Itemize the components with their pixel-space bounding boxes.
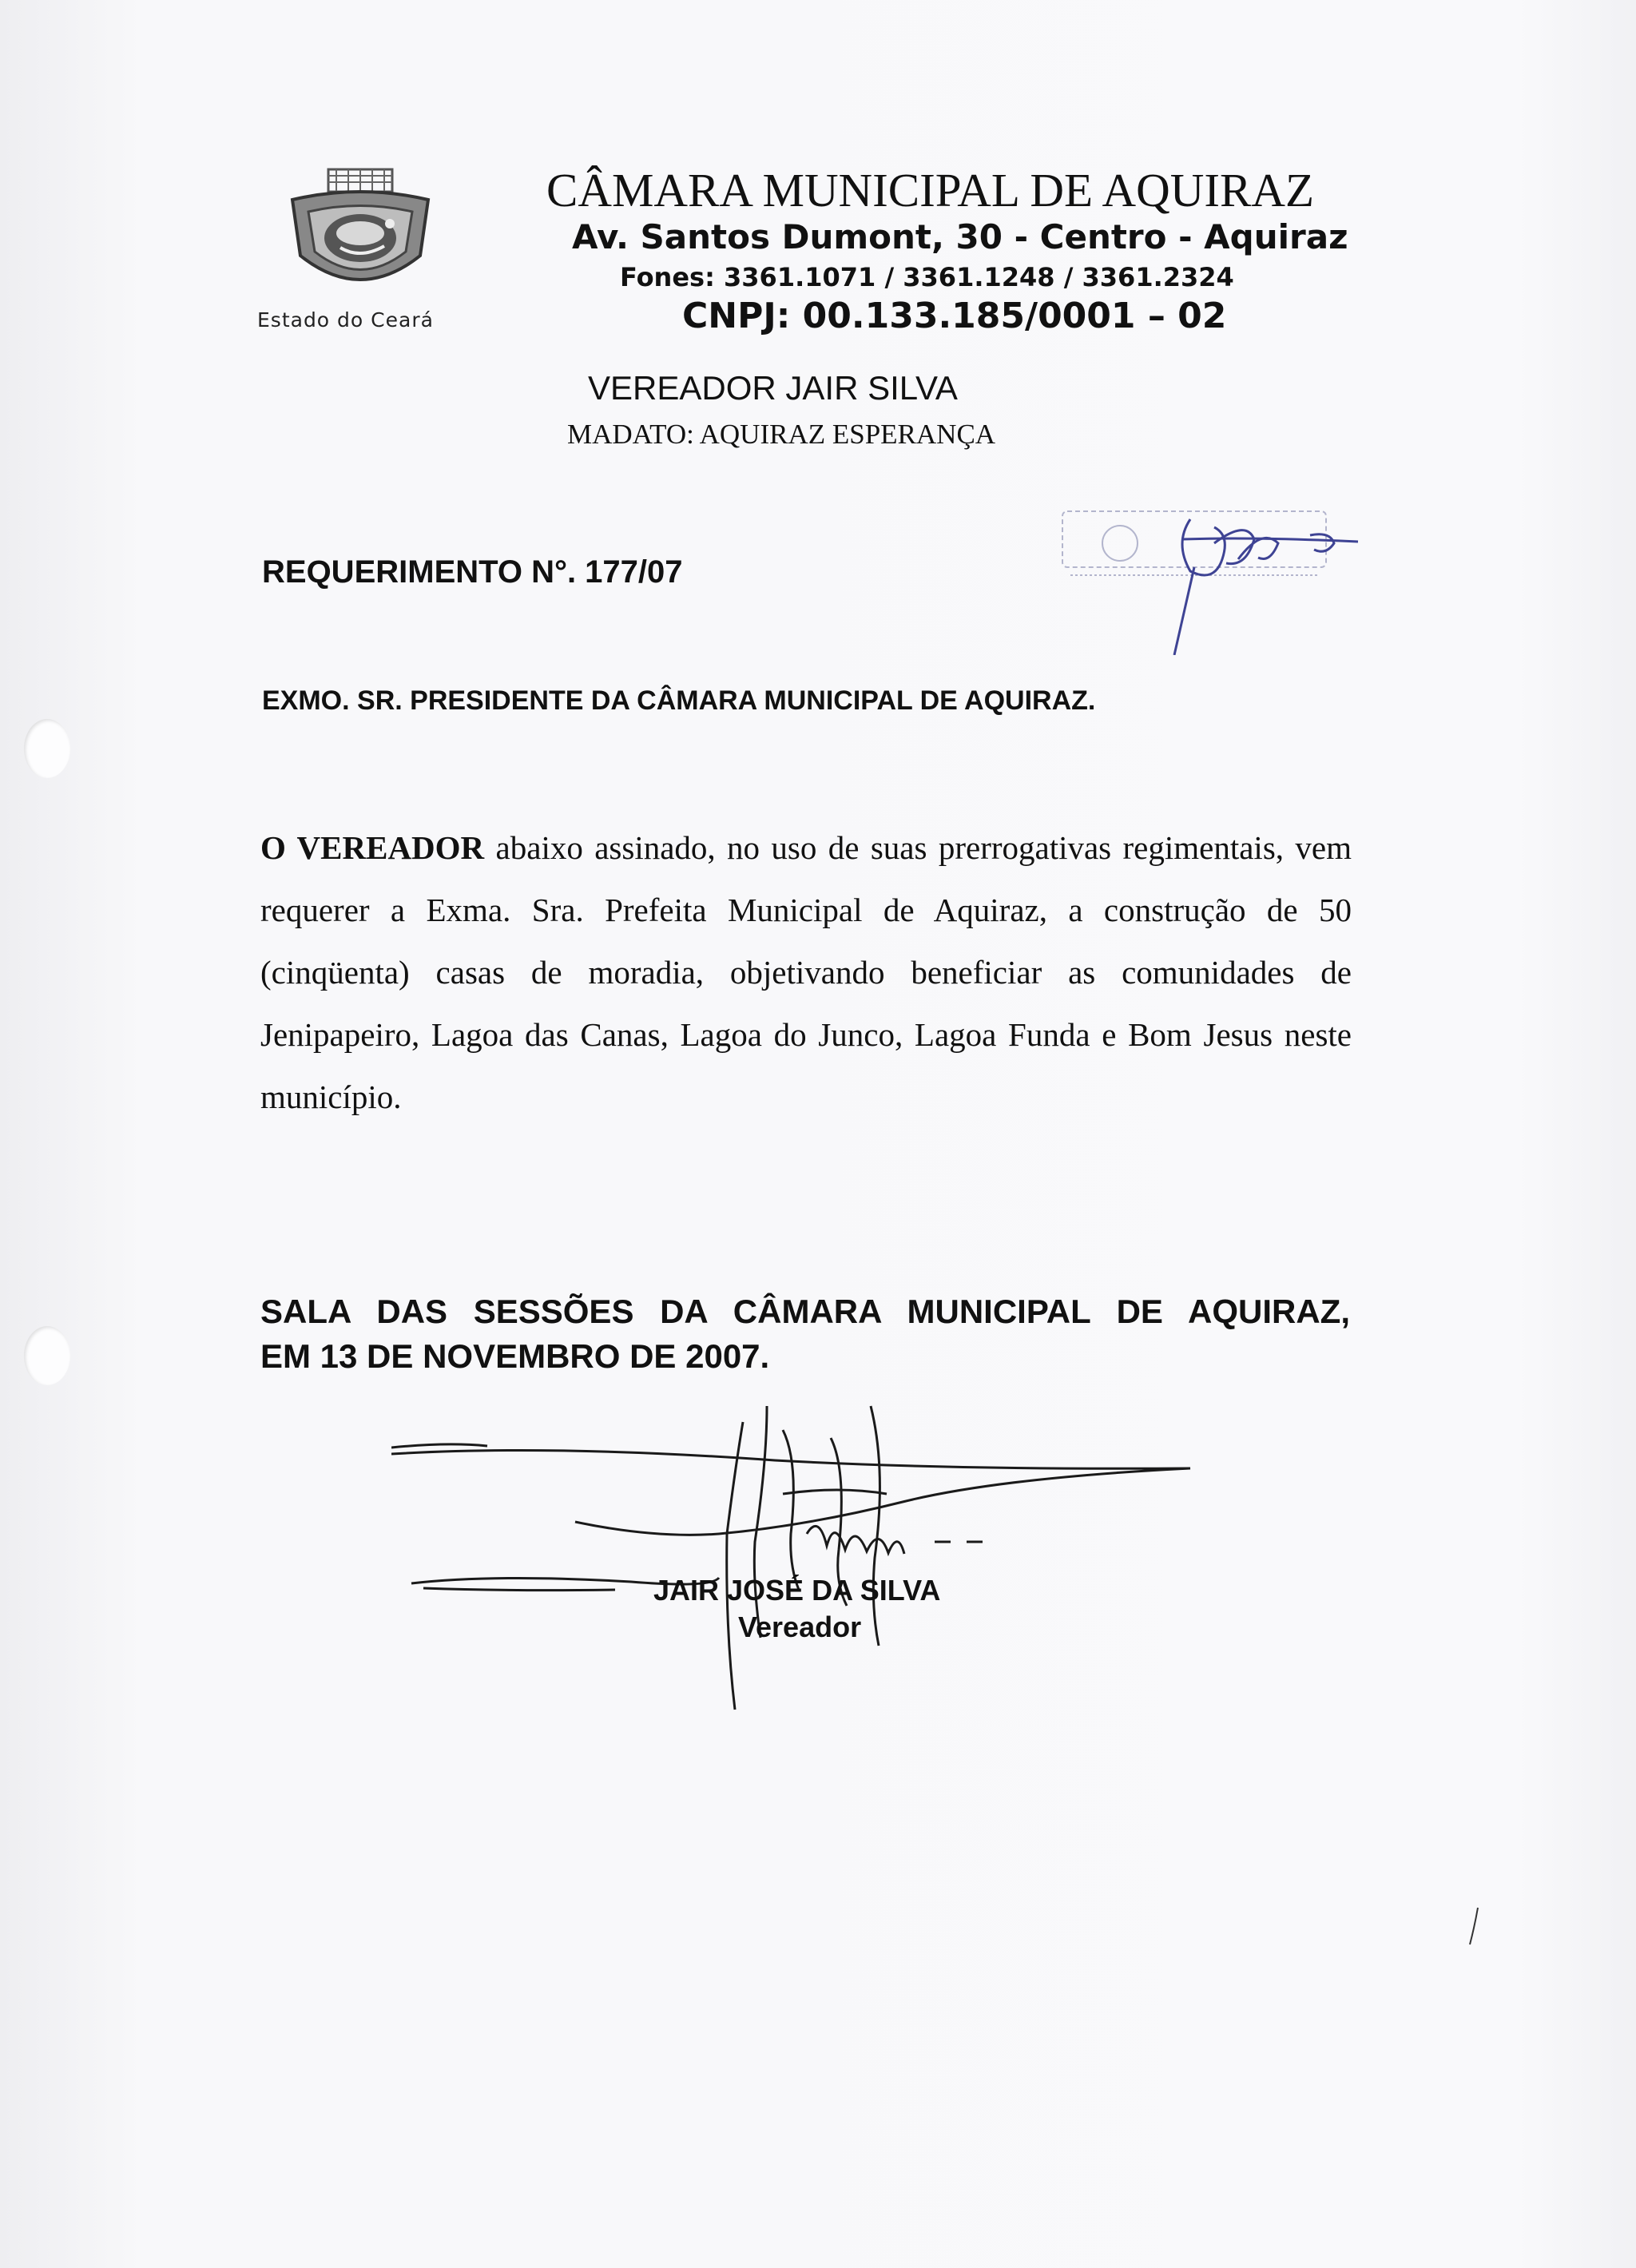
signer-name: JAIR JOSÉ DA SILVA xyxy=(653,1574,941,1607)
request-body xyxy=(260,816,1352,1128)
received-stamp-icon xyxy=(1054,495,1374,655)
councilor-mandate: MADATO: AQUIRAZ ESPERANÇA xyxy=(567,419,996,450)
punch-hole-top xyxy=(24,719,70,778)
organization-title: CÂMARA MUNICIPAL DE AQUIRAZ xyxy=(546,164,1315,216)
closing-block xyxy=(260,1289,1350,1379)
punch-hole-bottom xyxy=(24,1326,70,1385)
state-label: Estado do Ceará xyxy=(257,308,434,332)
pen-mark-icon xyxy=(1467,1906,1483,1946)
ceara-state-crest-icon xyxy=(284,168,436,304)
councilor-name: VEREADOR JAIR SILVA xyxy=(588,369,958,407)
request-body-lead: O VEREADOR xyxy=(260,829,485,866)
request-body-text: abaixo assinado, no uso de suas prerrogativas regimentais, vem requerer a Exma. Sra. Prefeita Municipal de Aquiraz, a construção de 50 (cinqüenta) casas de moradia, objetivando beneficiar as comunidades de Jenipapeiro, Lagoa das Canas, Lagoa do Junco, Lagoa Funda e Bom Jesus neste município. xyxy=(260,829,1352,1115)
organization-address: Av. Santos Dumont, 30 - Centro - Aquiraz xyxy=(572,217,1348,256)
organization-cnpj: CNPJ: 00.133.185/0001 – 02 xyxy=(682,296,1227,336)
handwritten-signature-icon xyxy=(391,1374,1206,1726)
closing-line-1: SALA DAS SESSÕES DA CÂMARA MUNICIPAL DE AQUIRAZ, xyxy=(260,1293,1350,1330)
signer-role: Vereador xyxy=(738,1611,862,1643)
addressee: EXMO. SR. PRESIDENTE DA CÂMARA MUNICIPAL DE AQUIRAZ. xyxy=(262,685,1096,716)
organization-phones: Fones: 3361.1071 / 3361.1248 / 3361.2324 xyxy=(620,262,1234,292)
closing-line-2: EM 13 DE NOVEMBRO DE 2007. xyxy=(260,1337,770,1375)
document-number: REQUERIMENTO N°. 177/07 xyxy=(262,554,683,590)
